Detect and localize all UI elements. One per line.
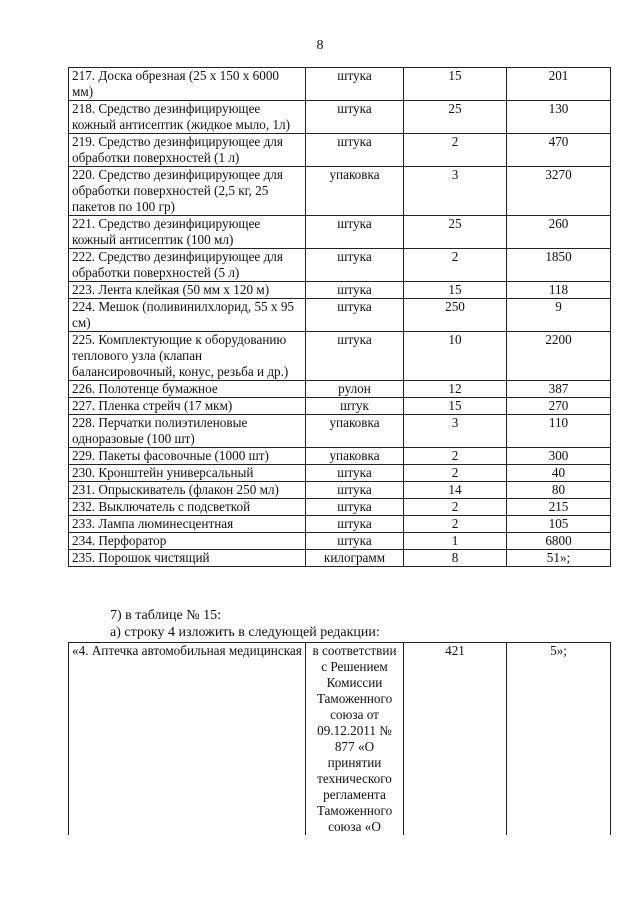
table-row: [69, 216, 611, 249]
item-price: 40: [507, 465, 611, 482]
item-price: 118: [507, 282, 611, 299]
item-price: 80: [507, 482, 611, 499]
item-name: 218. Средство дезинфицирующее кожный антисептик (жидкое мыло, 1л): [69, 101, 306, 134]
item-qty: 421: [404, 643, 507, 836]
table-row: [69, 465, 611, 482]
unit-line: в соответствии: [312, 643, 397, 658]
item-unit: штука: [306, 482, 404, 499]
item-name: 228. Перчатки полиэтиленовые одноразовые (100 шт): [69, 415, 306, 448]
item-unit: упаковка: [306, 167, 404, 216]
item-name: 224. Мешок (поливинилхлорид, 55 х 95 см): [69, 299, 306, 332]
paragraph-table-15: 7) в таблице № 15:: [110, 608, 221, 623]
table-row: [69, 68, 611, 101]
item-qty: 2: [404, 516, 507, 533]
item-unit: штука: [306, 465, 404, 482]
item-price: 2200: [507, 332, 611, 381]
item-unit: килограмм: [306, 550, 404, 567]
item-qty: 8: [404, 550, 507, 567]
paragraph-row-4: а) строку 4 изложить в следующей редакции:: [110, 625, 380, 640]
item-name: 221. Средство дезинфицирующее кожный антисептик (100 мл): [69, 216, 306, 249]
item-qty: 2: [404, 134, 507, 167]
item-name: 217. Доска обрезная (25 х 150 х 6000 мм): [69, 68, 306, 101]
unit-line: 877 «О: [334, 739, 375, 754]
item-unit: штука: [306, 216, 404, 249]
item-qty: 12: [404, 381, 507, 398]
item-unit: штука: [306, 101, 404, 134]
table-row: [69, 249, 611, 282]
item-qty: 25: [404, 101, 507, 134]
item-unit: [306, 643, 404, 836]
item-price: 3270: [507, 167, 611, 216]
item-unit: штука: [306, 533, 404, 550]
item-unit: упаковка: [306, 415, 404, 448]
table-row: [69, 282, 611, 299]
item-qty: 15: [404, 398, 507, 415]
item-price: 105: [507, 516, 611, 533]
item-unit: штука: [306, 499, 404, 516]
item-name: 219. Средство дезинфицирующее для обработки поверхностей (1 л): [69, 134, 306, 167]
item-name: 229. Пакеты фасовочные (1000 шт): [69, 448, 306, 465]
item-price: 130: [507, 101, 611, 134]
item-unit: штука: [306, 249, 404, 282]
table-row: [69, 167, 611, 216]
item-qty: 2: [404, 465, 507, 482]
table-row: [69, 101, 611, 134]
item-price: 260: [507, 216, 611, 249]
item-unit: штука: [306, 299, 404, 332]
item-qty: 2: [404, 499, 507, 516]
page-number: 8: [316, 38, 324, 53]
item-qty: 14: [404, 482, 507, 499]
item-name: 222. Средство дезинфицирующее для обработки поверхностей (5 л): [69, 249, 306, 282]
table-row: [69, 299, 611, 332]
item-qty: 2: [404, 249, 507, 282]
goods-table: [68, 67, 611, 567]
unit-line: союза от: [330, 707, 379, 722]
unit-line: Комиссии: [326, 675, 383, 690]
unit-line: с Решением: [321, 659, 388, 674]
item-qty: 15: [404, 282, 507, 299]
item-name: 232. Выключатель с подсветкой: [69, 499, 306, 516]
item-qty: 250: [404, 299, 507, 332]
table-row: [69, 415, 611, 448]
table-row: [69, 550, 611, 567]
item-unit: штука: [306, 68, 404, 101]
item-qty: 2: [404, 448, 507, 465]
item-unit: штук: [306, 398, 404, 415]
item-price: 6800: [507, 533, 611, 550]
item-price: 470: [507, 134, 611, 167]
unit-line: регламента: [323, 787, 386, 802]
table-row: [69, 381, 611, 398]
item-unit: штука: [306, 516, 404, 533]
item-qty: 3: [404, 415, 507, 448]
item-price: 300: [507, 448, 611, 465]
item-name: 227. Пленка стрейч (17 мкм): [69, 398, 306, 415]
item-name: «4. Аптечка автомобильная медицинская: [69, 643, 306, 836]
item-price: 215: [507, 499, 611, 516]
item-price: 270: [507, 398, 611, 415]
unit-line: Таможенного: [316, 803, 393, 818]
item-price: 387: [507, 381, 611, 398]
table-row: [69, 134, 611, 167]
item-unit: рулон: [306, 381, 404, 398]
item-qty: 15: [404, 68, 507, 101]
table-15-row: [68, 642, 611, 835]
item-name: 226. Полотенце бумажное: [69, 381, 306, 398]
item-unit: упаковка: [306, 448, 404, 465]
table-row: [69, 398, 611, 415]
item-unit: штука: [306, 282, 404, 299]
unit-line: 09.12.2011 №: [317, 723, 392, 738]
item-name: 220. Средство дезинфицирующее для обработки поверхностей (2,5 кг, 25 пакетов по 100 гр): [69, 167, 306, 216]
item-price: 1850: [507, 249, 611, 282]
item-unit: штука: [306, 134, 404, 167]
item-price: 5»;: [507, 643, 611, 836]
item-price: 9: [507, 299, 611, 332]
item-price: 110: [507, 415, 611, 448]
item-name: 230. Кронштейн универсальный: [69, 465, 306, 482]
table-row: [69, 332, 611, 381]
item-price: 201: [507, 68, 611, 101]
table-row: [69, 533, 611, 550]
table-row: [69, 643, 611, 836]
table-row: [69, 448, 611, 465]
item-name: 231. Опрыскиватель (флакон 250 мл): [69, 482, 306, 499]
item-name: 223. Лента клейкая (50 мм х 120 м): [69, 282, 306, 299]
item-qty: 10: [404, 332, 507, 381]
item-name: 234. Перфоратор: [69, 533, 306, 550]
unit-line: принятии: [327, 755, 382, 770]
item-qty: 3: [404, 167, 507, 216]
item-name: 233. Лампа люминесцентная: [69, 516, 306, 533]
table-row: [69, 516, 611, 533]
unit-line: Таможенного: [316, 691, 393, 706]
item-name: 235. Порошок чистящий: [69, 550, 306, 567]
item-unit: штука: [306, 332, 404, 381]
table-row: [69, 482, 611, 499]
item-price: 51»;: [507, 550, 611, 567]
item-qty: 25: [404, 216, 507, 249]
item-name: 225. Комплектующие к оборудованию теплового узла (клапан балансировочный, конус, резьба и др.): [69, 332, 306, 381]
item-qty: 1: [404, 533, 507, 550]
unit-line: союза «О: [328, 819, 381, 834]
unit-line: технического: [317, 771, 392, 786]
table-row: [69, 499, 611, 516]
